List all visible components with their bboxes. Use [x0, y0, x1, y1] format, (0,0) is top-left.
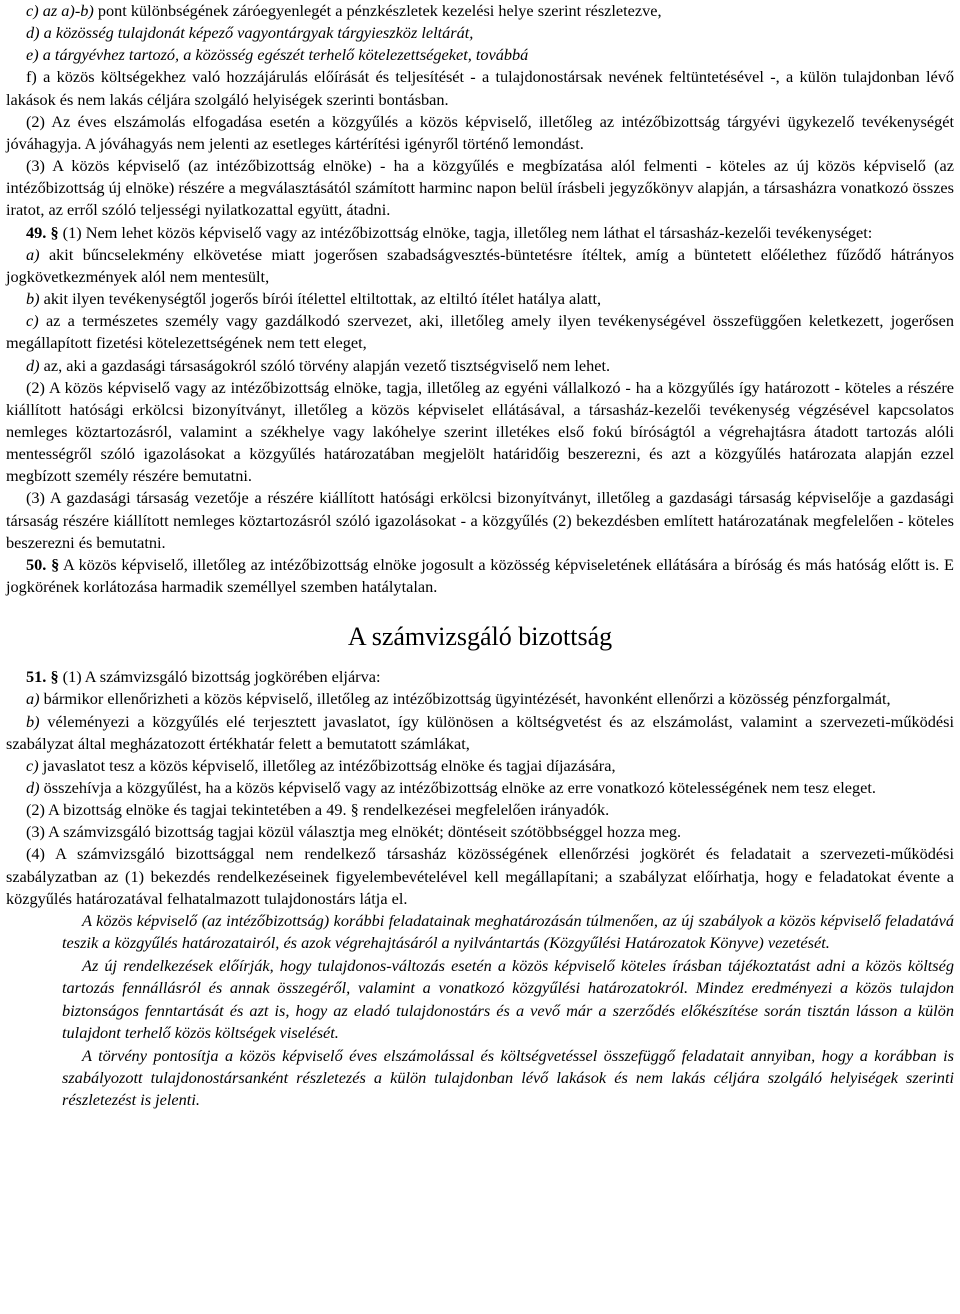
item-label: a): [26, 244, 40, 264]
s49-item-a: [6, 244, 954, 288]
paragraph-3: (3) A közös képviselő (az intézőbizottság elnöke) - ha a közgyűlés e megbízatása alól felmenti - köteles az új közös képviselő (az intézőbizottság új elnöke) részére a megválasztásától számított harminc napon belül írásbeli jegyzőkönyv alapján, a társasházra vonatkozó összes iratot, az erről szóló teljességi nyilatkozattal együtt, átadni.: [6, 156, 954, 220]
section-text: (1) Nem lehet közös képviselő vagy az intézőbizottság elnöke, tagja, illetőleg nem láthat el társasház-kezelői tevékenységet:: [58, 222, 873, 242]
section-number: 49.: [26, 222, 47, 242]
item-text: pont különbségének záróegyenlegét a pénzkészletek kezelési helye szerint részletezve,: [93, 1, 662, 20]
list-item-f: f) a közös költségekhez való hozzájárulás előírását és teljesítését - a tulajdonostársak nevének feltüntetésével -, a külön tulajdonban lévő lakások és nem lakás céljára szolgáló helyiségek szerinti bontásban.: [6, 67, 954, 109]
item-label: c) az a)-b): [26, 1, 94, 20]
item-label: d): [26, 778, 40, 797]
s51-paragraph-4: (4) A számvizsgáló bizottsággal nem rendelkező társasház közösségének ellenőrzési jogkörét és feladatait a szervezeti-működési szabályzatban az (1) bekezdés rendelkezéseinek figyelembevételével kell megállapítani; a szabályzat előírhatja, hogy e feladatokat évente a közgyűlés határozatával felhatalmazott tulajdonostárs látja el.: [6, 844, 954, 908]
commentary-paragraph-3: A törvény pontosítja a közös képviselő éves elszámolással és költségvetéssel összefüggő feladatait annyiban, hogy a korábban is szabályozott tulajdonostársanként részletezés a külön tulajdonban lévő lakások és nem lakás céljára szolgáló helyiségek szerinti részletezést is jelenti.: [62, 1045, 954, 1110]
section-51-intro: [6, 666, 954, 688]
paragraph-2: (2) Az éves elszámolás elfogadása esetén a közgyűlés a közös képviselő, illetőleg az intézőbizottság tárgyévi ügykezelő tevékenységét jóváhagyja. A jóváhagyás nem jelenti az esetleges kártérítési igényről történő lemondást.: [6, 111, 954, 153]
item-label: b): [26, 711, 40, 731]
section-sign: §: [50, 667, 59, 687]
item-text: bármikor ellenőrizheti a közös képviselő, illetőleg az intézőbizottság ügyintézését, havonként ellenőrzi a közösség pénzforgalmát,: [39, 689, 891, 709]
section-sign: §: [51, 554, 60, 574]
s51-item-c: [6, 755, 954, 777]
section-heading: A számvizsgáló bizottság: [347, 622, 613, 652]
item-label: a): [26, 689, 40, 709]
item-text: véleményezi a közgyűlés elé terjesztett javaslatot, így különösen a költségvetést és az elszámolást, valamint a szervezeti-működési szabályzat által megházatozott értékhatár felett a bemutatott számlákat,: [6, 711, 954, 753]
s51-item-a: [6, 688, 954, 710]
s49-item-b: [6, 288, 954, 310]
item-label: b): [26, 289, 40, 309]
list-item-c: [6, 0, 954, 22]
section-text: A közös képviselő, illetőleg az intézőbizottság elnöke jogosult a közösség képviseletének ellátására a bíróság és más hatóság előtt is. E jogkörének korlátozása harmadik személlyel szemben hatálytalan.: [6, 554, 954, 597]
item-text: akit bűncselekmény elkövetése miatt jogerősen szabadságvesztés-büntetésre ítéltek, amíg a büntetett előélethez fűződő hátrányos jogkövetkezmények alól nem mentesült,: [6, 244, 954, 286]
commentary-paragraph-1: A közös képviselő (az intézőbizottság) korábbi feladatainak meghatározásán túlmenően, az új szabályok a közös képviselő feladatává teszik a közgyűlés határozatairól, és azok végrehajtásáról a nyilvántartás (Közgyűlési Határozatok Könyve) vezetését.: [62, 910, 954, 953]
s49-paragraph-3: (3) A gazdasági társaság vezetője a részére kiállított hatósági erkölcsi bizonyítványt, illetőleg a gazdasági társaság képviselője a gazdasági társaság részére kiállított nemleges köztartozásról szóló igazolásokat - a közgyűlés (2) bekezdésben említett határozatának megfelelően - köteles beszerezni és bemutatni.: [6, 488, 954, 552]
section-50: [6, 554, 954, 598]
s51-item-d: [6, 777, 954, 799]
s49-item-c: [6, 310, 954, 354]
s49-paragraph-2: (2) A közös képviselő vagy az intézőbizottság elnöke, tagja, illetőleg az egyéni vállalkozó - ha a közgyűlés így határozott - köteles a részére kiállított hatósági erkölcsi bizonyítványt, illetőleg a közös képviselet ellátásával, a társasház-kezelői tevékenység végzésével kapcsolatos nemleges köztartozásról, valamint a székhelye vagy lakóhelye szerint illetékes első fokú bíróságtól a végrehajtásra átadott tartozás alóli mentességről szóló igazolásokat a közgyűlés határozatában megjelölt határidőig beszerezni, és azt a közgyűlés határozata alapján ezzel megbízott személy részére bemutatni.: [6, 377, 954, 486]
s51-paragraph-3: (3) A számvizsgáló bizottság tagjai közül választja meg elnökét; döntéseit szótöbbséggel hozza meg.: [26, 822, 682, 842]
section-sign: §: [50, 222, 59, 242]
commentary-paragraph-2: Az új rendelkezések előírják, hogy tulajdonos-változás esetén a közös képviselő köteles írásban tájékoztatást adni a közös költség tartozás fennállásról és annak összegéről, valamint a vonatkozó közgyűlési határozatokról. Mindez eredményezi a közös tulajdon biztonságos fenntartását és azt is, hogy az eladó tulajdonostárs és a vevő már a szerződés előkészítése során tisztán lásson a külön tulajdont terhelő közös költségek viselését.: [62, 956, 954, 1042]
s51-item-b: [6, 711, 954, 755]
section-number: 51.: [26, 667, 47, 687]
item-text: javaslatot tesz a közös képviselő, illetőleg az intézőbizottság elnöke és tagjai díjazására,: [38, 755, 616, 775]
section-49-intro: [6, 222, 954, 244]
s51-paragraph-2: (2) A bizottság elnöke és tagjai tekintetében a 49. § rendelkezései megfelelően irányadók.: [26, 800, 610, 820]
item-label: c): [26, 311, 39, 331]
list-item-e: e) a tárgyévhez tartozó, a közösség egészét terhelő kötelezettségeket, továbbá: [26, 45, 529, 65]
section-number: 50.: [26, 554, 47, 574]
item-label: d): [26, 355, 40, 375]
section-text: (1) A számvizsgáló bizottság jogkörében eljárva:: [58, 667, 381, 687]
item-text: akit ilyen tevékenységtől jogerős bírói ítélettel eltiltottak, az eltiltó ítélet hatálya alatt,: [39, 289, 602, 309]
item-text: az, aki a gazdasági társaságokról szóló törvény alapján vezető tisztségviselő nem lehet.: [39, 355, 611, 375]
item-text: összehívja a közgyűlést, ha a közös képviselő vagy az intézőbizottság elnöke az erre vonatkozó kötelességének nem tesz eleget.: [39, 778, 876, 797]
s49-item-d: [6, 355, 954, 377]
list-item-d: d) a közösség tulajdonát képező vagyontárgyak tárgyieszköz leltárát,: [26, 23, 474, 43]
item-label: c): [26, 755, 39, 775]
item-text: az a természetes személy vagy gazdálkodó szervezet, aki, illetőleg amely ilyen tevékenységével összefüggően keletkezett, jogerősen megállapított fizetési kötelezettségének nem tett eleget,: [6, 311, 954, 353]
